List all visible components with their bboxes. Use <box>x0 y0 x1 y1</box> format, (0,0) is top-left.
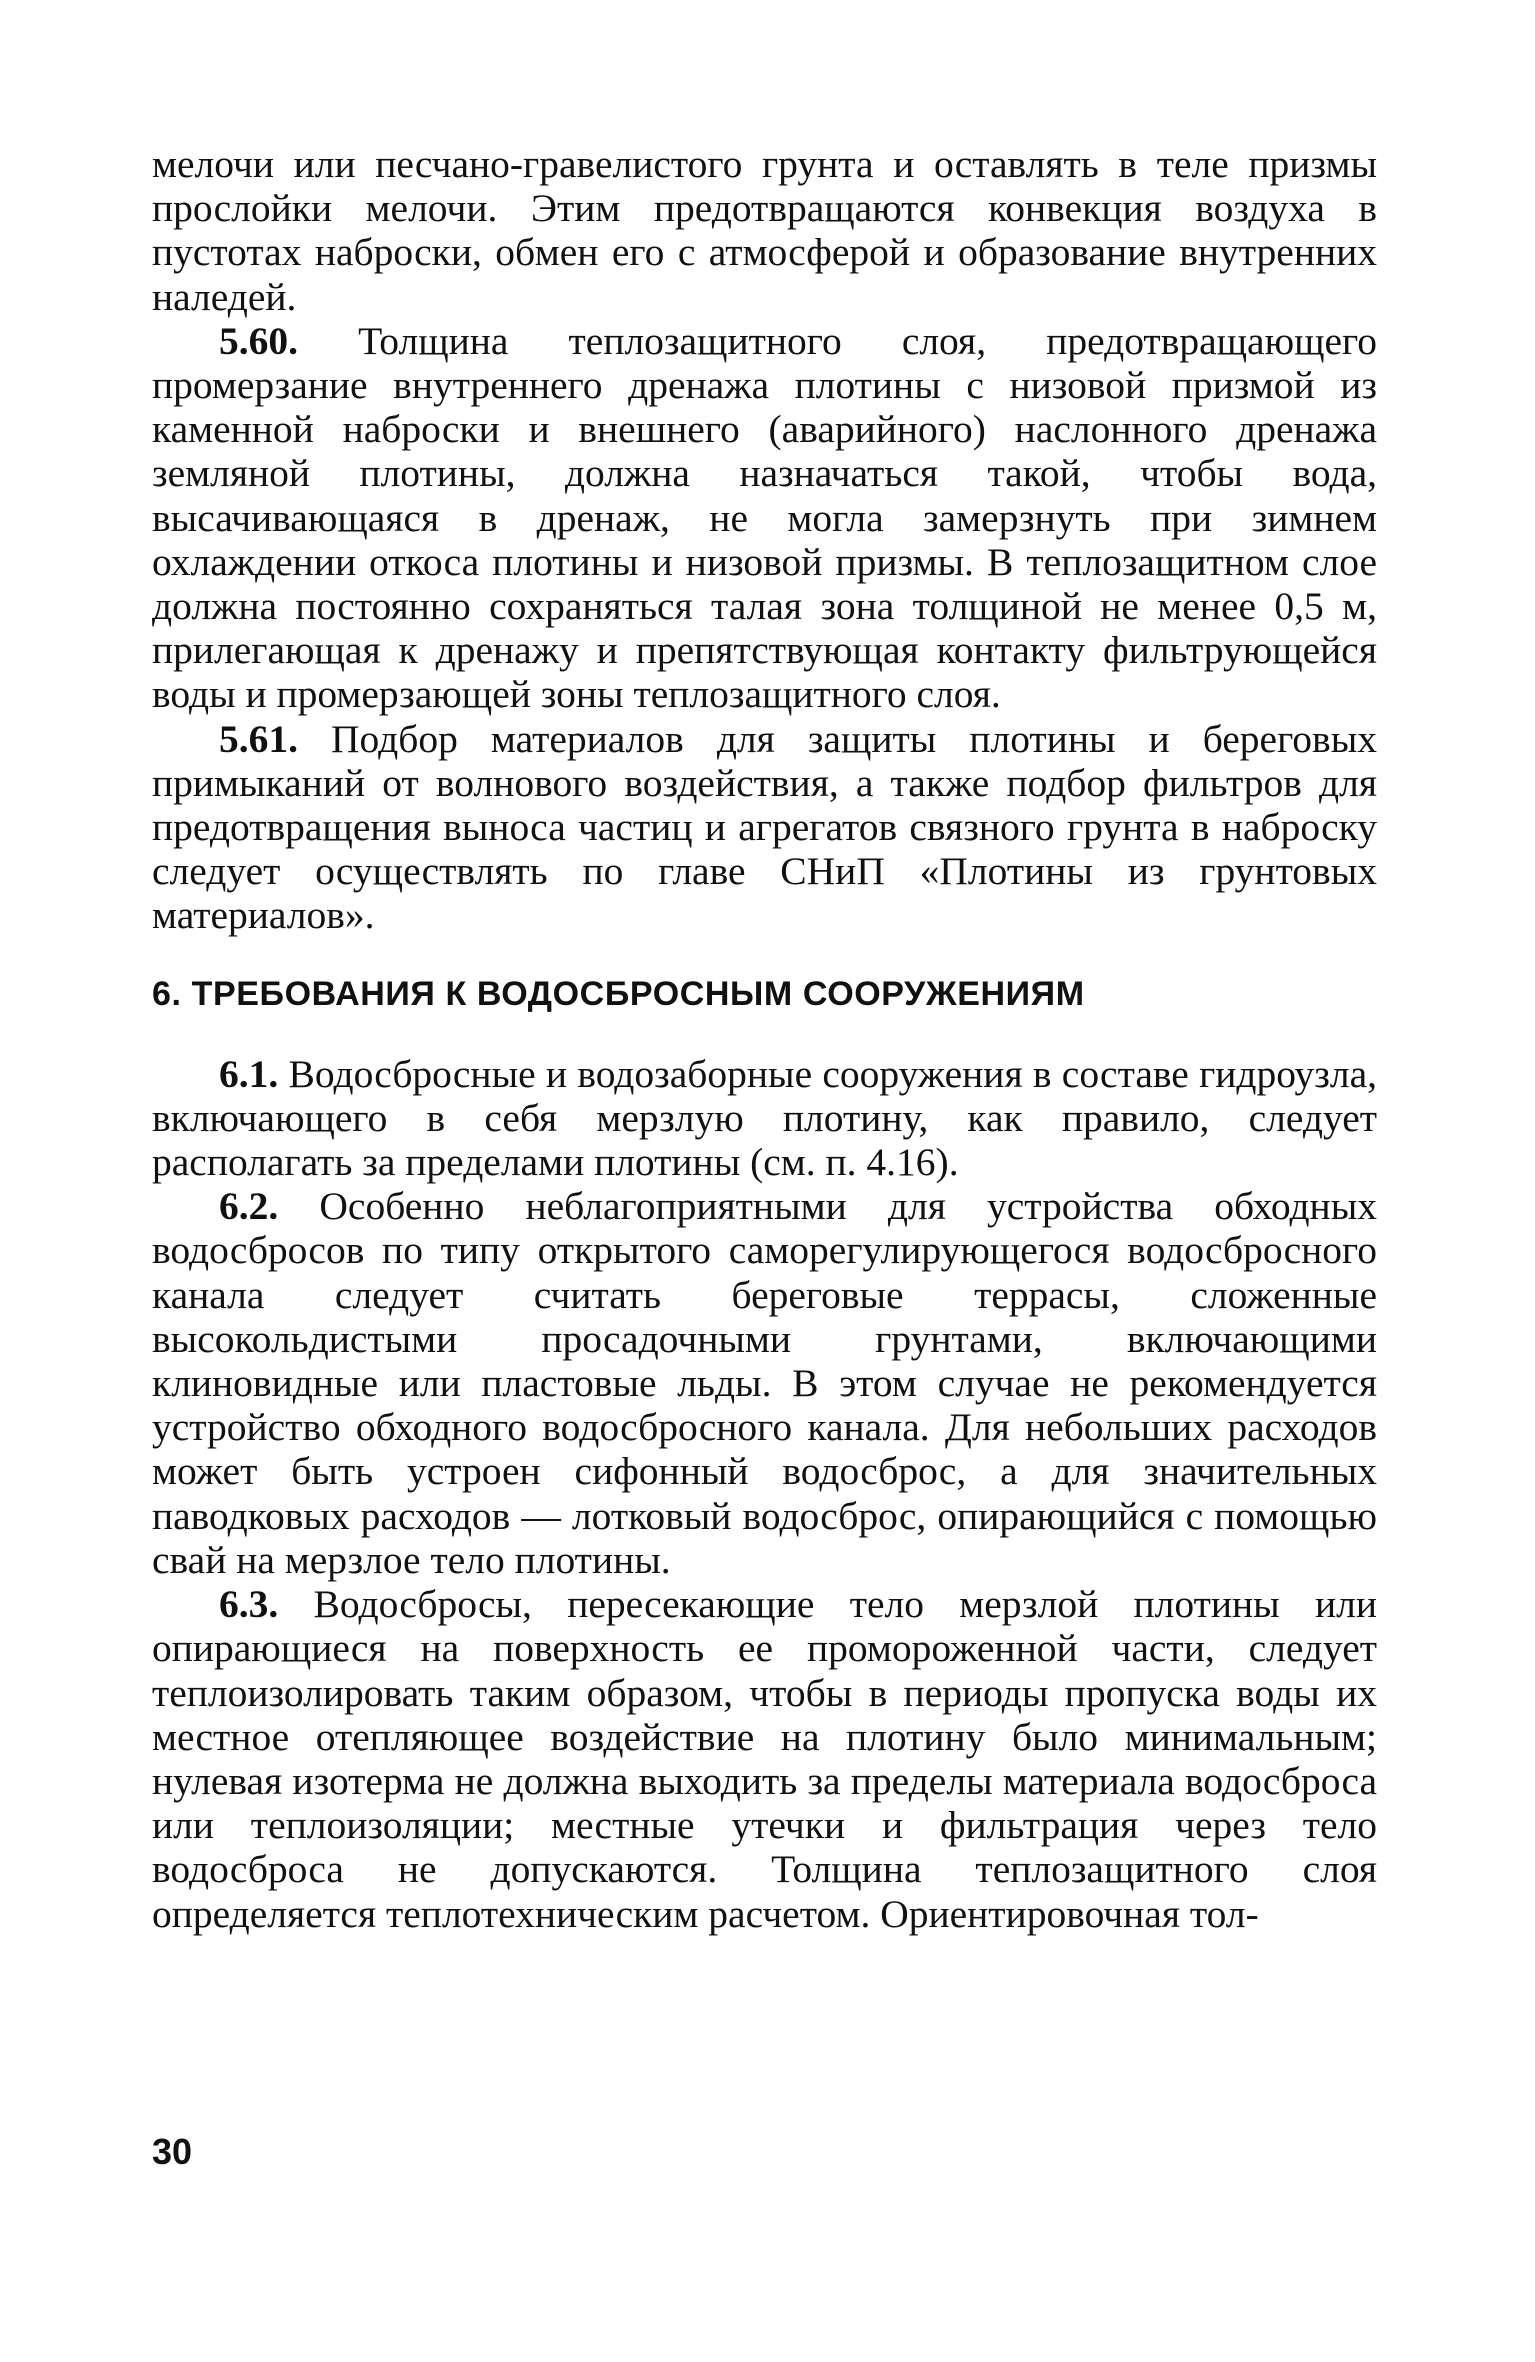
paragraph-text: мелочи или песчано-гравелистого грунта и оставлять в теле призмы прослойки мелочи. Этим предотвращаются конвекция воздуха в пустотах наброски, обмен его с атмосферой и образование внутренних наледей. <box>152 142 1377 319</box>
paragraph-text: Водосбросы, пересекающие тело мерзлой плотины или опирающиеся на поверхность ее промороженной части, следует теплоизолировать таким образом, чтобы в периоды пропуска воды их местное отепляющее воздействие на плотину было минимальным; нулевая изотерма не должна выходить за пределы материала водосброса или теплоизоляции; местные утечки и фильтрация через тело водосброса не допускаются. Толщина теплозащитного слоя определяется теплотехническим расчетом. Ориентировочная тол- <box>152 1582 1377 1936</box>
paragraph-text: Водосбросные и водозаборные сооружения в составе гидроузла, включающего в себя мерзлую плотину, как правило, следует располагать за пределами плотины (см. п. 4.16). <box>152 1051 1377 1185</box>
paragraph-number: 5.60. <box>219 318 298 363</box>
paragraph-6-1 <box>152 1052 1377 1185</box>
paragraph-text: Толщина теплозащитного слоя, предотвращающего промерзание внутреннего дренажа плотины с низовой призмой из каменной наброски и внешнего (аварийного) наслонного дренажа земляной плотины, должна назначаться такой, чтобы вода, высачивающаяся в дренаж, не могла замерзнуть при зимнем охлаждении откоса плотины и низовой призмы. В теплозащитном слое должна постоянно сохраняться талая зона толщиной не менее 0,5 м, прилегающая к дренажу и препятствующая контакту фильтрующейся воды и промерзающей зоны теплозащитного слоя. <box>152 318 1377 717</box>
paragraph-text: Особенно неблагоприятными для устройства обходных водосбросов по типу открытого саморегулирующегося водосбросного канала следует считать береговые террасы, сложенные высокольдистыми просадочными грунтами, включающими клиновидные или пластовые льды. В этом случае не рекомендуется устройство обходного водосбросного канала. Для небольших расходов может быть устроен сифонный водосброс, а для значительных паводковых расходов — лотковый водосброс, опирающийся с помощью свай на мерзлое тело плотины. <box>152 1184 1377 1582</box>
paragraph-5-60 <box>152 319 1377 717</box>
paragraph-text: Подбор материалов для защиты плотины и береговых примыканий от волнового воздействия, а также подбор фильтров для предотвращения выноса частиц и агрегатов связного грунта в наброску следует осуществлять по главе СНиП «Плотины из грунтовых материалов». <box>152 716 1377 938</box>
paragraph-number: 5.61. <box>219 716 298 761</box>
paragraph-continuation <box>152 142 1377 319</box>
paragraph-6-3 <box>152 1582 1377 1936</box>
paragraph-number: 6.3. <box>219 1582 279 1627</box>
paragraph-number: 6.2. <box>219 1184 279 1229</box>
paragraph-5-61 <box>152 717 1377 938</box>
page-number: 30 <box>152 2131 193 2172</box>
paragraph-6-2 <box>152 1184 1377 1582</box>
paragraph-number: 6.1. <box>219 1051 279 1096</box>
page-body <box>152 142 1377 1936</box>
section-heading: 6. ТРЕБОВАНИЯ К ВОДОСБРОСНЫМ СООРУЖЕНИЯМ <box>152 974 1085 1013</box>
